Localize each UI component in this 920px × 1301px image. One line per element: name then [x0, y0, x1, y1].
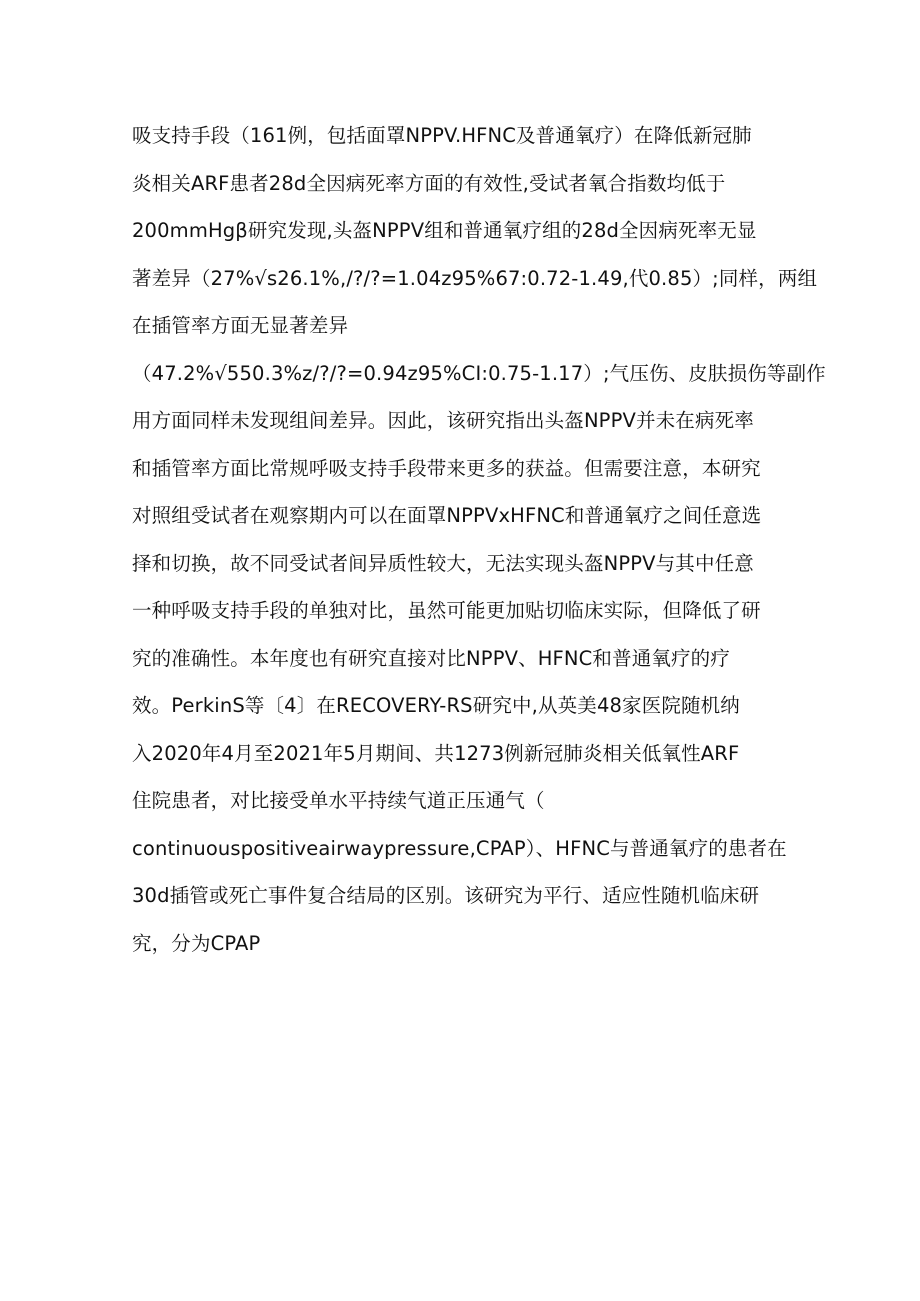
text-line: 著差异（27%√s26.1%,/?/?=1.04z95%67:0.72-1.49,代0.85）;同样，两组	[132, 266, 818, 290]
text-line: 对照组受试者在观察期内可以在面罩NPPVxHFNC和普通氧疗之间任意选	[132, 504, 762, 527]
text-line: 炎相关ARF患者28d全因病死率方面的有效性,受试者氧合指数均低于	[132, 171, 726, 195]
text-line: 在插管率方面无显著差异	[132, 314, 349, 337]
text-line: 吸支持手段（161例，包括面罩NPPV.HFNC及普通氧疗）在降低新冠肺	[132, 124, 752, 147]
text-line: 和插管率方面比常规呼吸支持手段带来更多的获益。但需要注意，本研究	[132, 456, 761, 480]
text-line: 择和切换，故不同受试者间异质性较大，无法实现头盔NPPV与其中任意	[132, 551, 754, 575]
text-line: 究，分为CPAP	[132, 931, 261, 955]
text-line: 用方面同样未发现组间差异。因此，该研究指出头盔NPPV并未在病死率	[132, 409, 754, 432]
text-line: （47.2%√550.3%z/?/?=0.94z95%CI:0.75-1.17）;气压伤、皮肤损伤等副作	[132, 361, 826, 385]
text-line: 一种呼吸支持手段的单独对比，虽然可能更加贴切临床实际，但降低了研	[132, 599, 761, 622]
text-line: 200mmHgβ研究发现,头盔NPPV组和普通氧疗组的28d全因病死率无显	[132, 219, 757, 242]
text-line: continuouspositiveairwaypressure,CPAP）、HFNC与普通氧疗的患者在	[132, 836, 787, 860]
text-line: 效。PerkinS等〔4〕在RECOVERY-RS研究中,从英美48家医院随机纳	[132, 694, 740, 717]
text-line: 入2020年4月至2021年5月期间、共1273例新冠肺炎相关低氧性ARF	[132, 741, 740, 765]
text-line: 住院患者，对比接受单水平持续气道正压通气（	[132, 789, 545, 812]
body-text	[132, 112, 826, 967]
text-line: 30d插管或死亡事件复合结局的区别。该研究为平行、适应性随机临床研	[132, 884, 760, 907]
text-line: 究的准确性。本年度也有研究直接对比NPPV、HFNC和普通氧疗的疗	[132, 646, 730, 670]
